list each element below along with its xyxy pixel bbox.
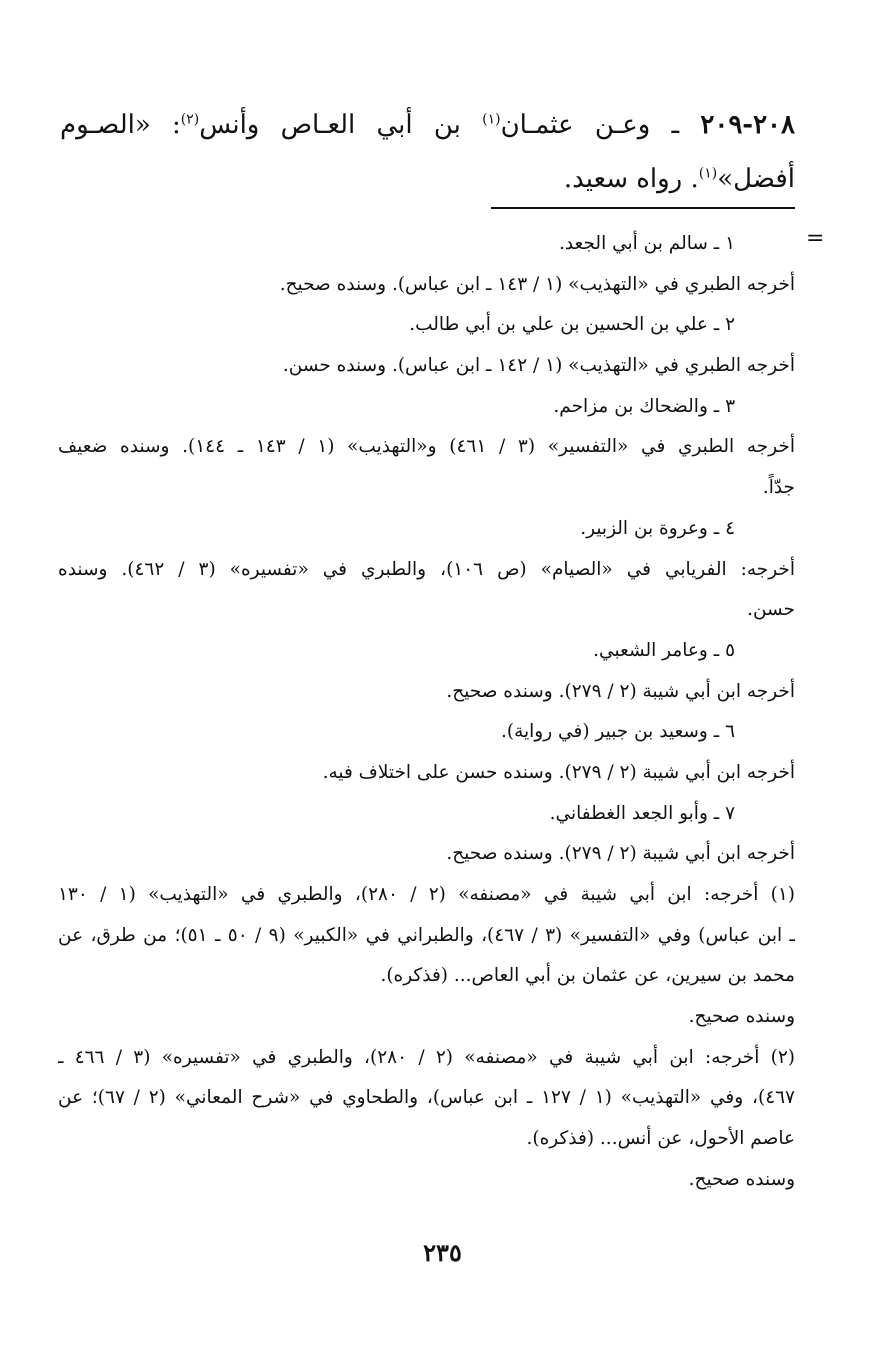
footnote-ref: (١): [698, 165, 718, 182]
note-line: ٥ ـ وعامر الشعبي.: [593, 639, 735, 661]
note-line: أخرجه ابن أبي شيبة (٢ / ٢٧٩). وسنده صحيح.: [446, 843, 795, 865]
footnote-ref: (٢): [180, 111, 200, 128]
note-line: ١ ـ سالم بن أبي الجعد.: [558, 233, 735, 254]
note-line: ٧ ـ وأبو الجعد الغطفاني.: [549, 802, 735, 824]
continuation-marker: =: [806, 226, 825, 251]
note-line: ٦ ـ وسعيد بن جبير (في رواية).: [501, 721, 735, 743]
note-line: أخرجه ابن أبي شيبة (٢ / ٢٧٩). وسنده صحيح.: [446, 680, 795, 702]
entry-number: ٢٠٨-٢٠٩: [700, 110, 795, 140]
note-line: ٢ ـ علي بن الحسين بن علي بن أبي طالب.: [409, 314, 735, 336]
note-line: أخرجه الطبري في «التفسير» (٣ / ٤٦١) و«التهذيب» (١ / ١٤٣ ـ ١٤٤). وسنده ضعيف: [58, 436, 795, 458]
note-line: جدّاً.: [762, 477, 795, 499]
note-line: أخرجه الطبري في «التهذيب» (١ / ١٤٢ ـ ابن عباس). وسنده حسن.: [282, 355, 795, 377]
entry-text-part: ـ وعـن عثمـان: [500, 110, 701, 140]
hadith-entry: [60, 98, 795, 206]
entry-text-part: : «الصـوم أفضل»: [60, 110, 795, 194]
note-line: وسنده صحيح.: [688, 1168, 795, 1190]
page-number: ٢٣٥: [423, 1238, 462, 1267]
entry-text-part: بن أبي العـاص وأنس: [199, 110, 483, 140]
note-line: أخرجه ابن أبي شيبة (٢ / ٢٧٩). وسنده حسن على اختلاف فيه.: [322, 761, 795, 783]
footnote-separator: [491, 207, 795, 209]
note-line: محمد بن سيرين، عن عثمان بن أبي العاص... (فذكره).: [380, 965, 795, 987]
entry-text-part: . رواه سعيد.: [563, 164, 699, 194]
note-line: أخرجه الطبري في «التهذيب» (١ / ١٤٣ ـ ابن عباس). وسنده صحيح.: [279, 273, 795, 295]
note-line: عاصم الأحول، عن أنس... (فذكره).: [526, 1128, 795, 1150]
note-line: ـ ابن عباس) وفي «التفسير» (٣ / ٤٦٧)، والطبراني في «الكبير» (٩ / ٥٠ ـ ٥١)؛ من طرق، عن: [58, 924, 795, 946]
note-line: أخرجه: الفريابي في «الصيام» (ص ١٠٦)، والطبري في «تفسيره» (٣ / ٤٦٢). وسنده: [58, 558, 795, 580]
footnote-ref: (١): [482, 111, 501, 128]
note-line: ٤٦٧)، وفي «التهذيب» (١ / ١٢٧ ـ ابن عباس)، والطحاوي في «شرح المعاني» (٢ / ٦٧)؛ عن: [58, 1087, 795, 1109]
note-line: ٤ ـ وعروة بن الزبير.: [580, 517, 735, 539]
note-line: (٢) أخرجه: ابن أبي شيبة في «مصنفه» (٢ / ٢٨٠)، والطبري في «تفسيره» (٣ / ٤٦٦ ـ: [58, 1046, 795, 1068]
note-line: حسن.: [747, 599, 795, 621]
note-line: وسنده صحيح.: [688, 1006, 795, 1028]
footnotes: [58, 224, 795, 1201]
note-line: ٣ ـ والضحاك بن مزاحم.: [553, 395, 735, 417]
note-line: (١) أخرجه: ابن أبي شيبة في «مصنفه» (٢ / ٢٨٠)، والطبري في «التهذيب» (١ / ١٣٠: [58, 884, 795, 905]
